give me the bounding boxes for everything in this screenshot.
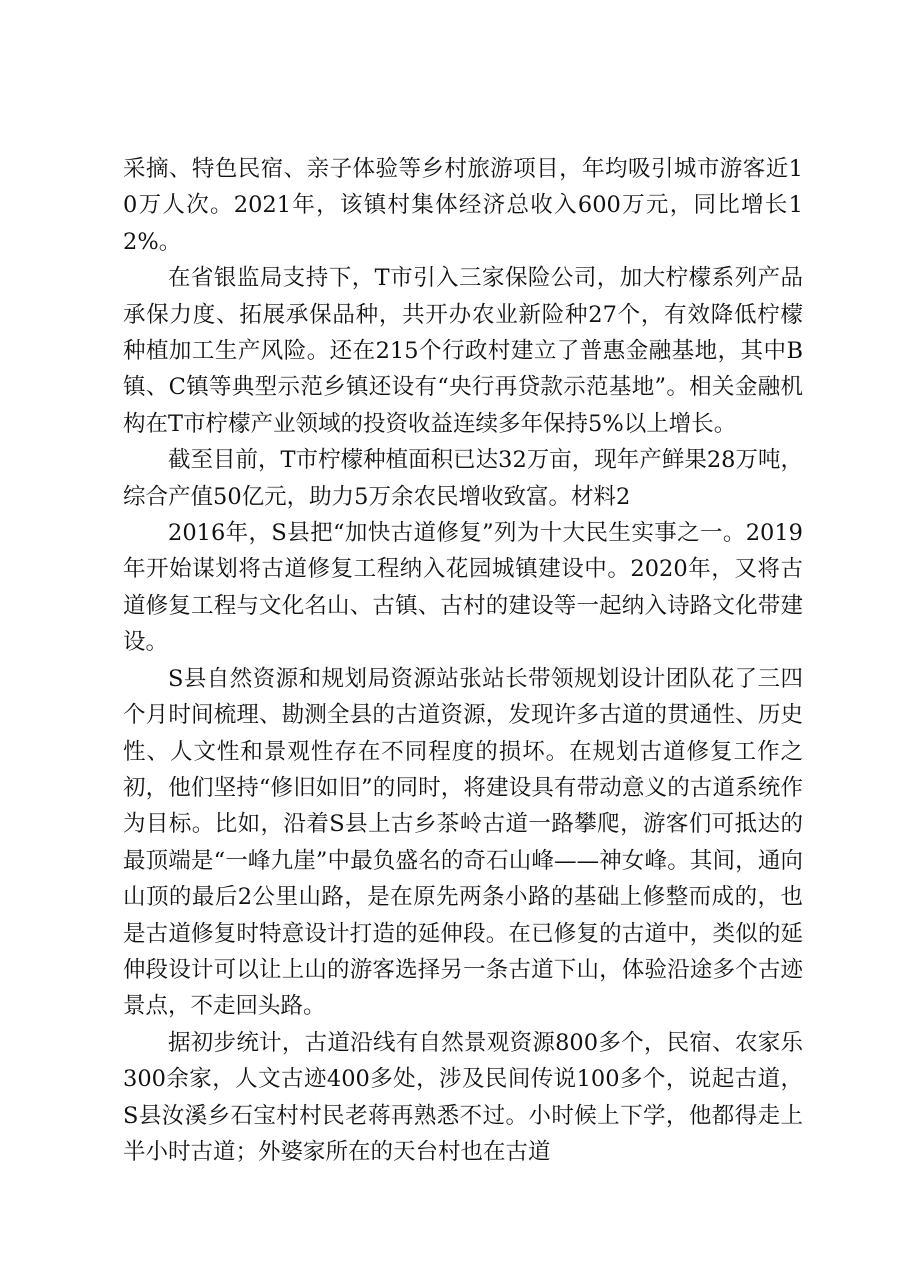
paragraph-5: S县自然资源和规划局资源站张站长带领规划设计团队花了三四个月时间梳理、勘测全县的古道资源，发现许多古道的贯通性、历史性、人文性和景观性存在不同程度的损坏。在规划古道修复工作之初，他们坚持“修旧如旧”的同时，将建设具有带动意义的古道系统作为目标。比如，沿着S县上古乡茶岭古道一路攀爬，游客们可抵达的最顶端是“一峰九崖”中最负盛名的奇石山峰——神女峰。其间，通向山顶的最后2公里山路，是在原先两条小路的基础上修整而成的，也是古道修复时特意设计打造的延伸段。在已修复的古道中，类似的延伸段设计可以让上山的游客选择另一条古道下山，体验沿途多个古迹景点，不走回头路。	[123, 665, 803, 1020]
document-body	[123, 151, 803, 1170]
paragraph-1: 采摘、特色民宿、亲子体验等乡村旅游项目，年均吸引城市游客近10万人次。2021年，该镇村集体经济总收入600万元，同比增长12%。	[123, 156, 803, 255]
paragraph-2: 在省银监局支持下，T市引入三家保险公司，加大柠檬系列产品承保力度、拓展承保品种，共开办农业新险种27个，有效降低柠檬种植加工生产风险。还在215个行政村建立了普惠金融基地，其中B镇、C镇等典型示范乡镇还设有“央行再贷款示范基地”。相关金融机构在T市柠檬产业领域的投资收益连续多年保持5%以上增长。	[123, 265, 803, 437]
paragraph-4: 2016年，S县把“加快古道修复”列为十大民生实事之一。2019年开始谋划将古道修复工程纳入花园城镇建设中。2020年，又将古道修复工程与文化名山、古镇、古村的建设等一起纳入诗路文化带建设。	[123, 520, 803, 656]
paragraph-6: 据初步统计，古道沿线有自然景观资源800多个，民宿、农家乐300余家，人文古迹400多处，涉及民间传说100多个，说起古道，S县汝溪乡石宝村村民老蒋再熟悉不过。小时候上下学，他都得走上半小时古道；外婆家所在的天台村也在古道	[123, 1029, 803, 1165]
paragraph-3: 截至目前，T市柠檬种植面积已达32万亩，现年产鲜果28万吨，综合产值50亿元，助力5万余农民增收致富。材料2	[123, 447, 803, 510]
